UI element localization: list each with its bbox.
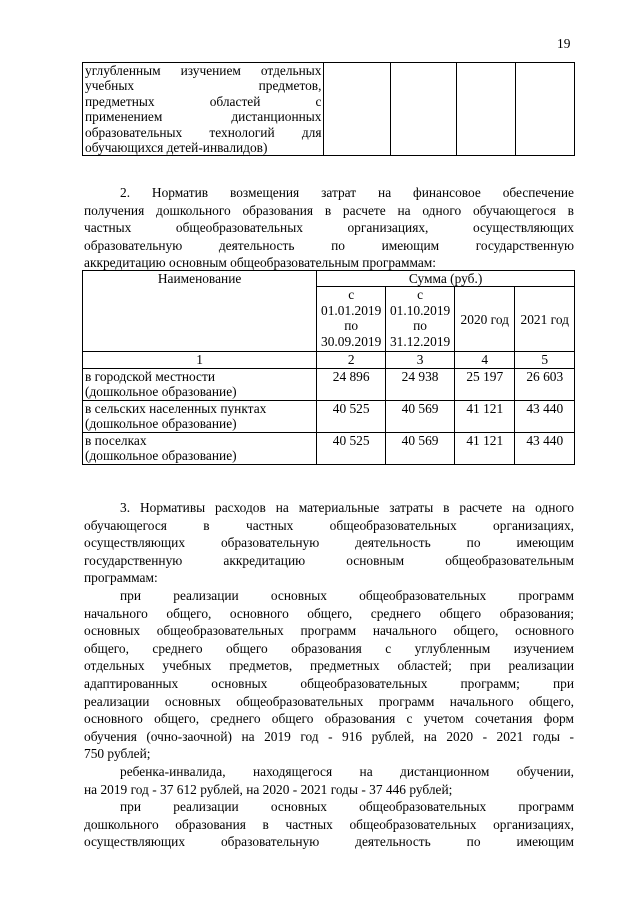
text-line: программам: xyxy=(84,570,158,586)
section-2-paragraph xyxy=(84,184,574,272)
continuation-text-cell xyxy=(83,63,324,156)
text-line: государственную аккредитацию основным общеобразовательным xyxy=(84,552,574,568)
text-line: основного общего, среднего общего образования с учетом сочетания форм xyxy=(84,711,574,727)
text-line: применением дистанционных xyxy=(85,109,322,125)
text-line: дошкольного образования в частных общеобразовательных организациях, xyxy=(84,816,574,832)
row-value: 40 569 xyxy=(386,432,455,464)
text-line: обучающихся детей-инвалидов) xyxy=(85,140,268,156)
column-number: 1 xyxy=(83,352,317,368)
table-row xyxy=(83,400,575,432)
text-line: ребенка-инвалида, находящегося на дистанционном обучении, xyxy=(120,763,574,779)
empty-cell xyxy=(515,63,574,156)
row-value: 41 121 xyxy=(455,400,515,432)
row-name-line: (дошкольное образование) xyxy=(85,384,237,400)
section-3-paragraph xyxy=(84,499,574,851)
text-line: осуществляющих образовательную деятельность по имеющим xyxy=(84,535,574,551)
text-line: учебных предметов, xyxy=(85,78,322,94)
column-number: 2 xyxy=(317,352,386,368)
row-name-line: (дошкольное образование) xyxy=(85,416,237,432)
row-name-line: в городской местности xyxy=(85,368,216,384)
row-name xyxy=(83,368,317,400)
text-line: на 2019 год - 37 612 рублей, на 2020 - 2021 годы - 37 446 рублей; xyxy=(84,781,453,797)
header-line: 01.10.2019 xyxy=(389,302,451,318)
header-line: 31.12.2019 xyxy=(389,333,451,349)
row-value: 40 569 xyxy=(386,400,455,432)
empty-cell xyxy=(390,63,456,156)
column-number: 5 xyxy=(515,352,575,368)
text-line: при реализации основных общеобразовательных программ xyxy=(120,587,574,603)
text-line: аккредитацию основным общеобразовательным программам: xyxy=(84,255,436,271)
text-line: предметных областей с xyxy=(85,93,322,109)
row-value: 25 197 xyxy=(455,368,515,400)
norms-table xyxy=(82,270,575,465)
header-2020: 2020 год xyxy=(455,287,515,352)
header-name: Наименование xyxy=(83,271,317,352)
column-number: 3 xyxy=(386,352,455,368)
text-line: углубленным изучением отдельных xyxy=(85,63,322,78)
row-value: 43 440 xyxy=(515,432,575,464)
row-value: 26 603 xyxy=(515,368,575,400)
row-name xyxy=(83,432,317,464)
text-line: при реализации основных общеобразовательных программ xyxy=(120,799,574,815)
text-line: получения дошкольного образования в расчете на одного обучающегося в xyxy=(84,202,574,218)
header-period-1 xyxy=(317,287,386,352)
header-line: с xyxy=(417,287,424,303)
header-period-2 xyxy=(386,287,455,352)
row-name-line: (дошкольное образование) xyxy=(85,448,237,464)
row-value: 24 938 xyxy=(386,368,455,400)
empty-cell xyxy=(324,63,390,156)
text-line: адаптированных основных общеобразовательных программ; при xyxy=(84,675,574,691)
text-line: осуществляющих образовательную деятельность по имеющим xyxy=(84,834,574,850)
row-value: 40 525 xyxy=(317,400,386,432)
row-name-line: в сельских населенных пунктах xyxy=(85,400,267,416)
row-value: 24 896 xyxy=(317,368,386,400)
text-line: частных общеобразовательных организациях, осуществляющих xyxy=(84,220,574,236)
header-line: с xyxy=(348,287,355,303)
row-name-line: в поселках xyxy=(85,432,147,448)
header-line: по xyxy=(344,318,359,334)
text-line: образовательных технологий для xyxy=(85,124,322,140)
header-line: 01.01.2019 xyxy=(321,302,382,318)
text-line: образовательную деятельность по имеющим государственную xyxy=(84,237,574,253)
column-number: 4 xyxy=(455,352,515,368)
text-line: обучающегося в частных общеобразовательных организациях, xyxy=(84,517,574,533)
text-line: основных общеобразовательных программ начального общего, основного xyxy=(84,623,574,639)
text-line: начального общего, основного общего, среднего общего образования; xyxy=(84,605,574,621)
text-line: 750 рублей; xyxy=(84,746,151,762)
row-value: 40 525 xyxy=(317,432,386,464)
continuation-table xyxy=(82,62,575,156)
text-line: общего, среднего общего образования с углубленным изучением xyxy=(84,640,574,656)
header-2021: 2021 год xyxy=(515,287,575,352)
text-line: 2. Норматив возмещения затрат на финансовое обеспечение xyxy=(120,185,574,200)
row-value: 43 440 xyxy=(515,400,575,432)
text-line: отдельных учебных предметов, предметных областей; при реализации xyxy=(84,658,574,674)
text-line: реализации основных общеобразовательных программ начального общего, xyxy=(84,693,574,709)
text-line: обучения (очно-заочной) на 2019 год - 916 рублей, на 2020 - 2021 годы - xyxy=(84,728,574,744)
table-row xyxy=(83,368,575,400)
row-value: 41 121 xyxy=(455,432,515,464)
text-line: 3. Нормативы расходов на материальные затраты в расчете на одного xyxy=(120,500,574,515)
empty-cell xyxy=(457,63,515,156)
header-sum: Сумма (руб.) xyxy=(317,271,575,287)
header-line: по xyxy=(413,318,428,334)
header-line: 30.09.2019 xyxy=(321,333,382,349)
table-row xyxy=(83,432,575,464)
page-number: 19 xyxy=(557,36,571,51)
row-name xyxy=(83,400,317,432)
